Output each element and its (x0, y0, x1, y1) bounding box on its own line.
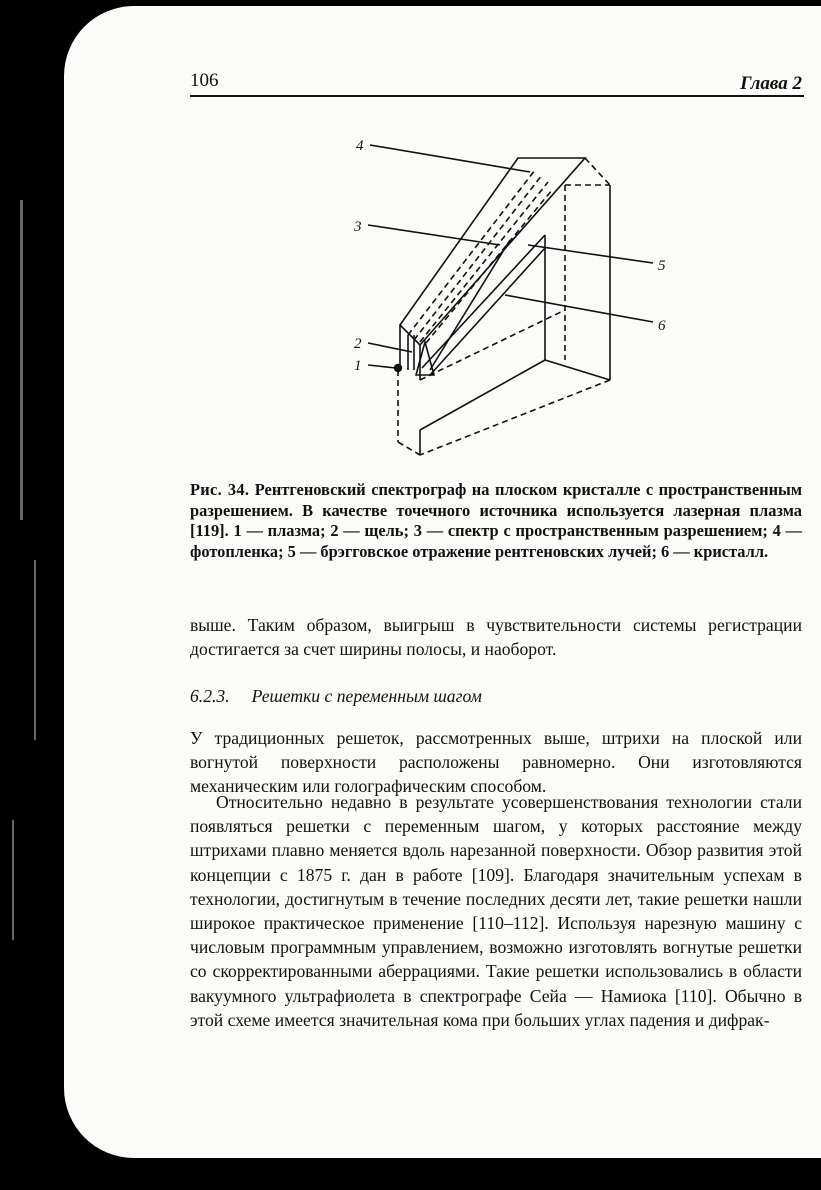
xray-ray (414, 175, 542, 340)
running-head: Глава 2 (740, 73, 802, 94)
box-edge (545, 360, 610, 380)
hidden-edge (585, 158, 610, 185)
figure-label-4: 4 (356, 138, 364, 154)
xray-ray (408, 170, 535, 335)
leader-line-5 (528, 245, 653, 263)
hidden-edge (420, 380, 610, 455)
figure-label-3: 3 (354, 219, 362, 235)
scan-noise (20, 200, 23, 520)
paragraph-continuation: выше. Таким образом, выигрыш в чувствительности системы регистрации достигается за счет ширины полосы, и наоборот. (190, 615, 802, 660)
page-number: 106 (190, 70, 219, 91)
leader-line-2 (368, 343, 412, 352)
figure-caption (190, 480, 802, 562)
leader-line-1 (368, 365, 396, 368)
figure-label-6: 6 (658, 318, 666, 334)
scan-noise (34, 560, 36, 740)
caption-label: Рис. 34. (190, 480, 250, 499)
leader-line-4 (370, 145, 530, 172)
section-title: Решетки с переменным шагом (251, 686, 482, 706)
spectrograph-drawing (330, 130, 690, 470)
section-number: 6.2.3. (190, 686, 230, 706)
scan-noise (12, 820, 14, 940)
leader-line-3 (368, 225, 500, 245)
figure-label-5: 5 (658, 258, 666, 274)
scan-border-left (0, 0, 64, 1190)
spacer (420, 380, 610, 385)
leader-line-6 (505, 295, 653, 322)
crystal-strip (422, 235, 545, 368)
page-header (190, 66, 804, 94)
figure-label-2: 2 (354, 336, 362, 352)
figure-label-1: 1 (354, 358, 362, 374)
crystal-strip (430, 248, 545, 375)
section-heading (190, 686, 802, 707)
hidden-edge (398, 442, 420, 455)
plasma-source-point (394, 364, 402, 372)
paragraph-variable-spacing: Относительно недавно в результате усовершенствования технологии стали появляться решетки с переменным шагом, у которых расстояние между штрихами плавно меняется вдоль нарезанной поверхности. Обзор развития этой концепции с 1875 г. дан в работе [109]. Благодаря значительным успехам в технологии, достигнутым в течение последних десяти лет, такие решетки нашли широкое практическое применение [110–112]. Используя нарезную машину с числовым программным управлением, возможно изготовлять вогнутые решетки со скорректированными аберрациями. Такие решетки использовались в области вакуумного ультрафиолета в спектрографе Сейа — Намиока [110]. Обычно в этой схеме имеется значительная кома при больших углах падения и дифрак- (190, 792, 802, 1030)
header-rule (190, 95, 804, 97)
paragraph-traditional-gratings: У традиционных решеток, рассмотренных выше, штрихи на плоской или вогнутой поверхности расположены равномерно. Они изготовляются механическим или голографическим способом. (190, 728, 802, 797)
figure-spectrograph-diagram (330, 130, 690, 470)
caption-text: Рентгеновский спектрограф на плоском кристалле с пространственным разрешением. В качестве точечного источника используется лазерная плазма [119]. 1 — плазма; 2 — щель; 3 — спектр с пространственным разрешением; 4 — фотопленка; 5 — брэгговское отражение рентгеновских лучей; 6 — кристалл. (190, 480, 802, 561)
